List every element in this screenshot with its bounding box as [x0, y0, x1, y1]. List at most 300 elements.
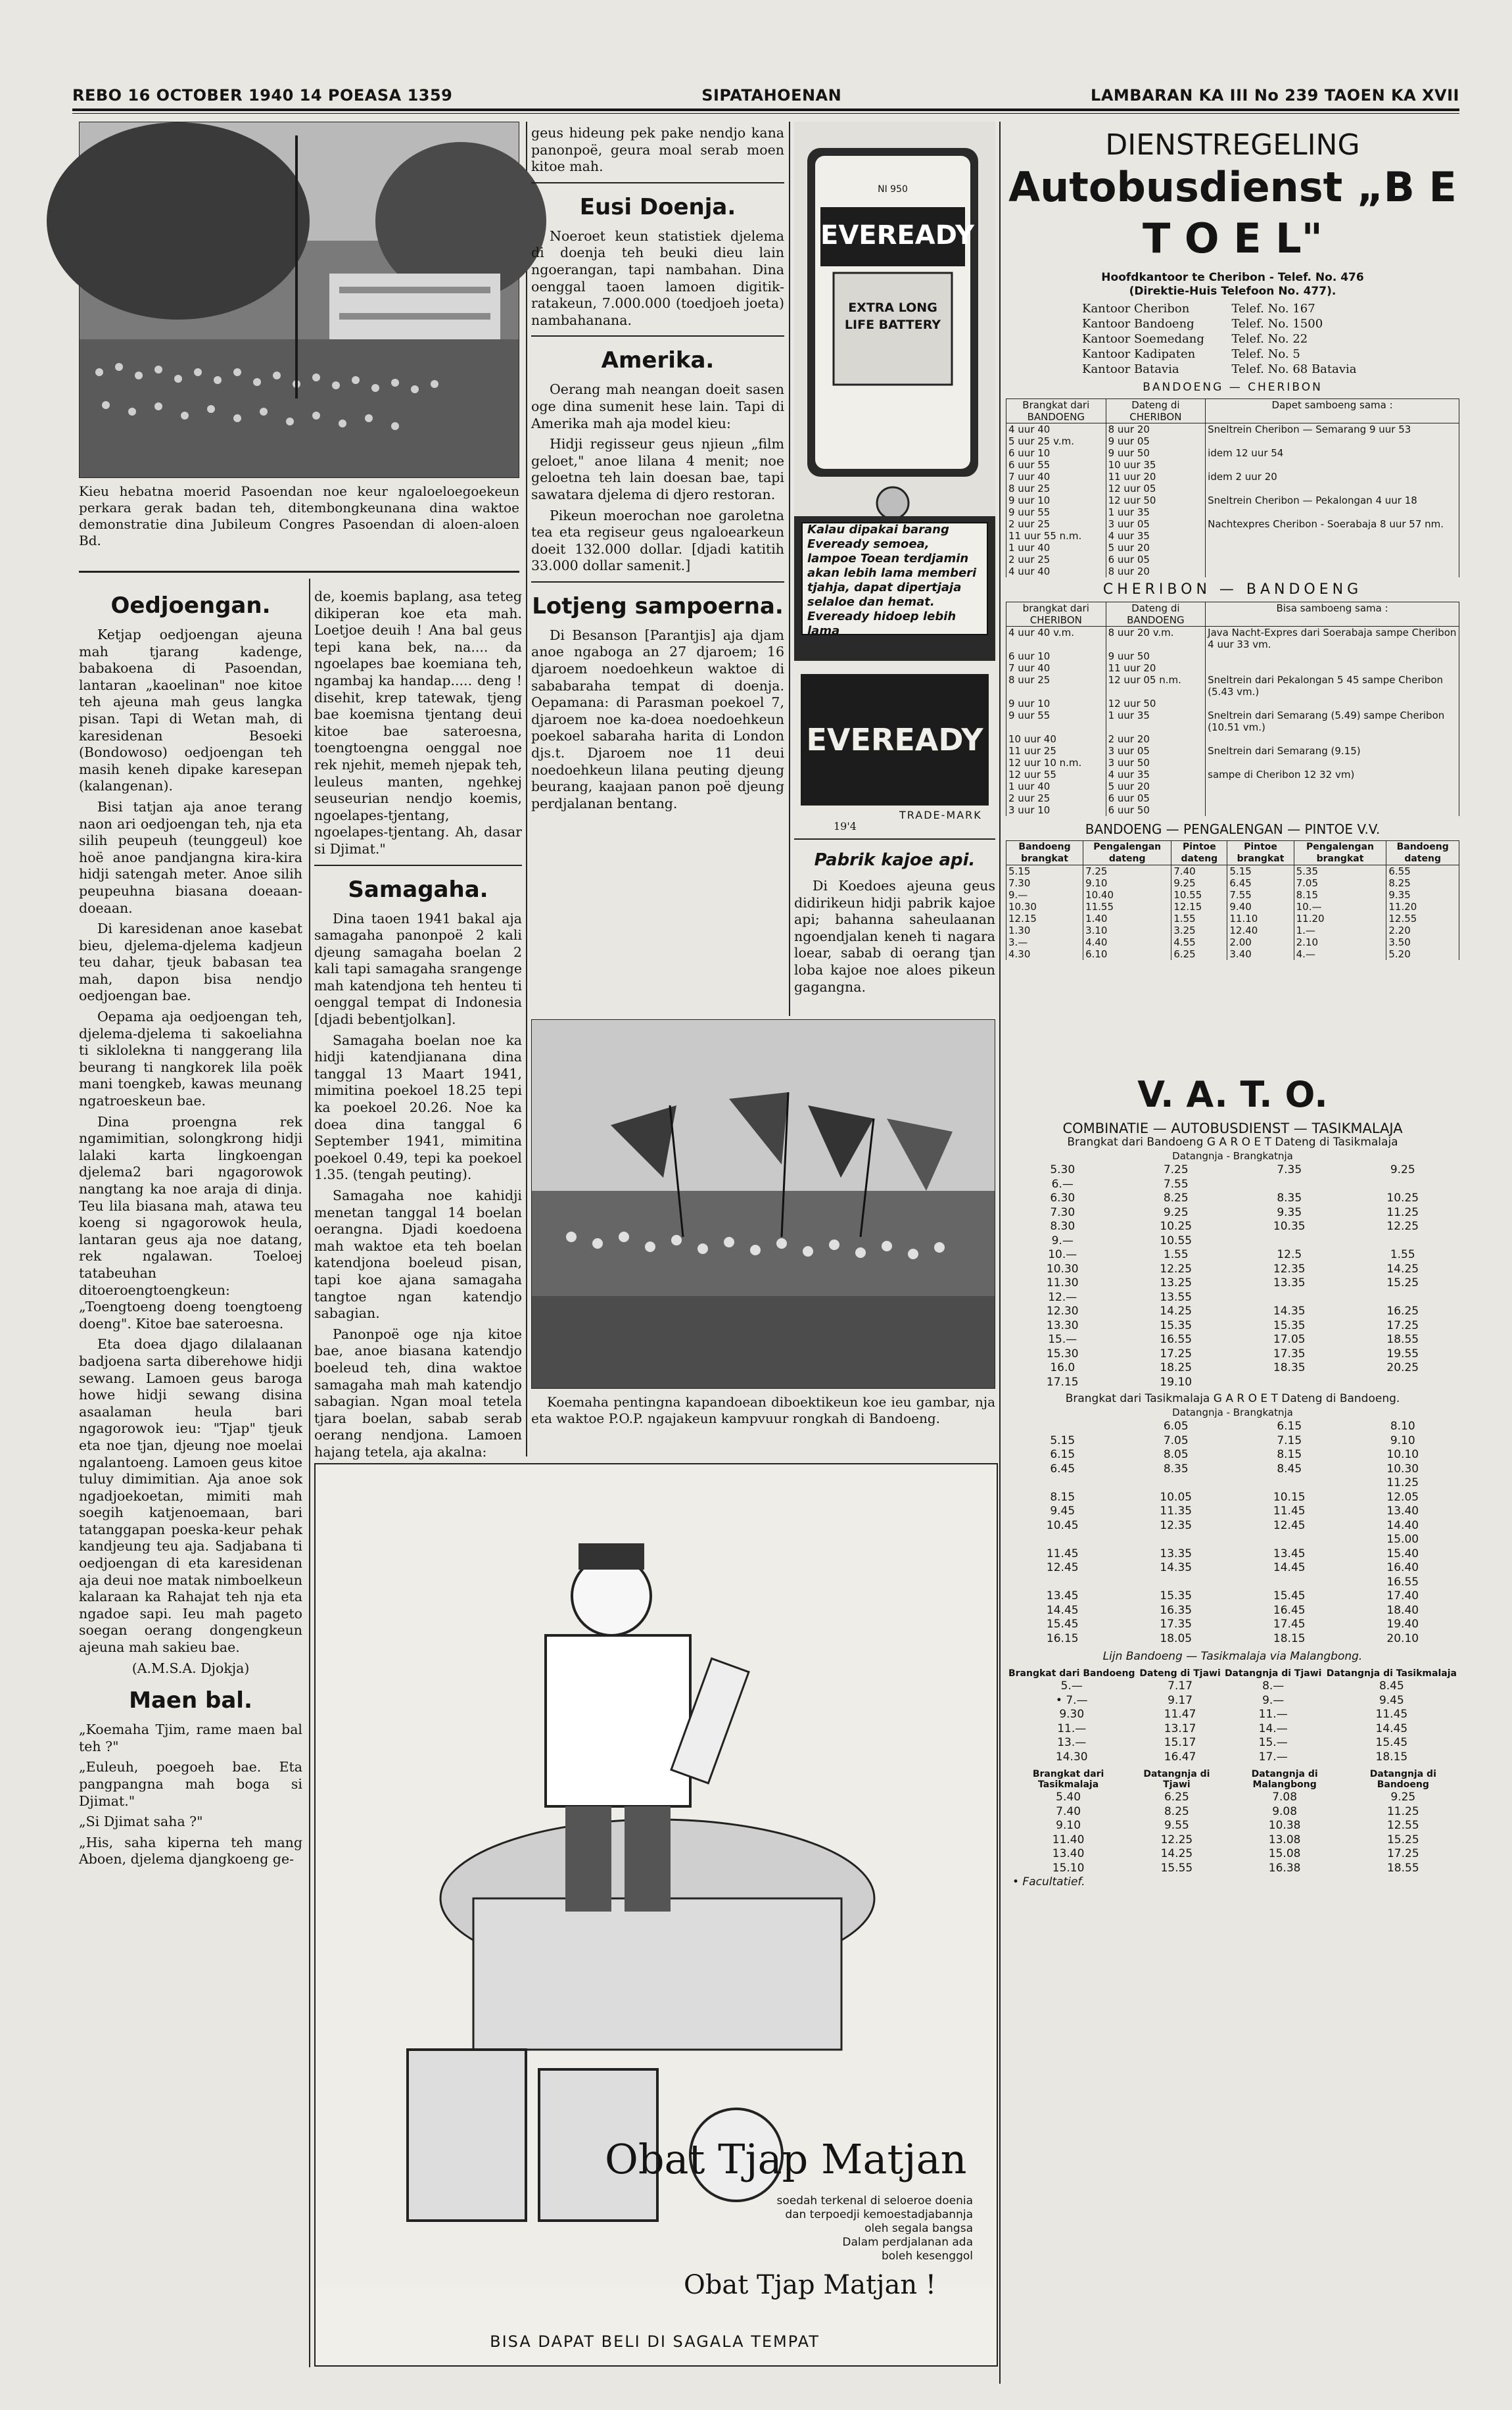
table-cell: 6 uur 10: [1006, 650, 1106, 662]
table-cell: 17.35: [1160, 1618, 1193, 1631]
table-cell: 7.05: [1163, 1434, 1189, 1447]
table-cell: [1233, 1476, 1346, 1491]
table-row: [1006, 1305, 1459, 1319]
table-cell: 12.25: [1386, 1220, 1419, 1233]
table-cell: 19.10: [1160, 1375, 1193, 1389]
table-row: [1006, 1192, 1459, 1206]
table-cell: 15.10: [1052, 1861, 1085, 1875]
table-row: [1006, 1263, 1459, 1277]
table-row: [1006, 1206, 1459, 1220]
table-cell: 18.55: [1386, 1333, 1419, 1346]
table-row: [1006, 1547, 1459, 1562]
table-cell: 10.15: [1273, 1490, 1306, 1504]
table-cell: 16.55: [1160, 1333, 1193, 1346]
table-cell: 9 uur 55: [1006, 506, 1106, 518]
table-row: [1006, 1420, 1459, 1434]
table-cell: 4 uur 40: [1006, 566, 1106, 577]
oedjoengan-heading: Oedjoengan.: [110, 592, 271, 619]
table-cell: 7.55: [1227, 889, 1294, 901]
table-cell: 4 uur 35: [1106, 769, 1206, 781]
table-row: [1006, 913, 1459, 925]
table-cell: 13.35: [1273, 1276, 1306, 1289]
table-row: [1006, 662, 1459, 674]
table-cell: 11.25: [1386, 1804, 1419, 1818]
eveready-can-top: NI 950: [878, 184, 908, 195]
office-name: Kantoor Kadipaten: [1082, 347, 1196, 361]
section-rule: [531, 581, 784, 583]
table-row: [1006, 1361, 1459, 1376]
table-row: [1006, 1505, 1459, 1519]
table-cell: 7.25: [1163, 1163, 1189, 1176]
table-cell: 12 uur 55: [1006, 769, 1106, 781]
col-header: Pengalengan brangkat: [1294, 841, 1386, 865]
table-cell: 2.10: [1294, 936, 1386, 948]
table-cell: 10.—: [1048, 1248, 1077, 1261]
lotjeng-paragraph: Di Besanson [Parantjis] aja djam anoe ngaboga an 27 djaroem; 16 djaroem noedoehkeun waktoe di sababaraha tempat di doenja. Oepamana: di Parasman poekoel 7, djaroem noe ka-doea noedoehkeun poekoel sabaraha harita di London djs.t. Djaroem noe 11 deui noedoehkeun lilana peuting djeung beurang, kaajaan panon poë djeung perdjalanan bentang.: [531, 627, 784, 811]
table-cell: 14.45: [1375, 1722, 1408, 1735]
table-cell: 14.—: [1258, 1722, 1288, 1735]
pabrik-heading: Pabrik kajoe api.: [814, 850, 976, 870]
table-cell: Sneltrein Cheribon — Pekalongan 4 uur 18: [1206, 494, 1459, 506]
table-cell: 11 uur 55 n.m.: [1006, 530, 1106, 542]
table-cell: 15.55: [1160, 1861, 1193, 1875]
table-cell: 12.35: [1160, 1518, 1193, 1532]
table-row: [1006, 1234, 1459, 1249]
table-row: [1006, 542, 1459, 554]
table-row: [1006, 804, 1459, 816]
table-cell: 11.47: [1164, 1708, 1196, 1721]
table-row: [1006, 1708, 1459, 1722]
table-row: [1006, 435, 1459, 447]
table-row: [1006, 1750, 1459, 1765]
pengalengan-table: [1006, 840, 1459, 960]
table-cell: Sneltrein dari Semarang (5.49) sampe Cheribon (10.51 vm.): [1206, 710, 1459, 733]
table-cell: 8.30: [1050, 1220, 1075, 1233]
office-phone: Telef. No. 22: [1231, 332, 1308, 346]
masthead-date: REBO 16 OCTOBER 1940 14 POEASA 1359: [72, 86, 453, 105]
matjan-slogan-line: Dalam perdjalanan ada: [842, 2236, 973, 2249]
table-row: [1006, 1178, 1459, 1192]
table-cell: 9 uur 10: [1006, 494, 1106, 506]
table-row: [1006, 1519, 1459, 1533]
table-cell: 11.30: [1046, 1276, 1079, 1289]
pabrik-kajoe-api-article: [794, 832, 995, 1016]
table-cell: Sneltrein dari Pekalongan 5 45 sampe Cheribon (5.43 vm.): [1206, 674, 1459, 698]
maen-bal-paragraph: „Koemaha Tjim, rame maen bal teh ?": [79, 1722, 302, 1754]
table-cell: 11.45: [1046, 1547, 1079, 1560]
table-cell: 6.30: [1050, 1192, 1075, 1205]
table-row: [1006, 518, 1459, 530]
amerika-heading: Amerika.: [601, 347, 715, 374]
table-cell: 3.—: [1006, 936, 1083, 948]
table-cell: 9.35: [1277, 1205, 1302, 1219]
table-cell: 4 uur 40: [1006, 423, 1106, 436]
samagaha-paragraph: Dina taoen 1941 bakal aja samagaha panonpoë 2 kali djeung samagaha boelan 2 kali tapi samagaha srangenge mah katendjona teh henteu ti oenggal tempat di Indonesia [djadi bebentjolkan].: [314, 910, 522, 1028]
matjan-slogan-line: boleh kesenggol: [881, 2250, 973, 2263]
table-cell: 2 uur 25: [1006, 554, 1106, 566]
table-cell: 3.25: [1171, 925, 1227, 936]
table-cell: 4 uur 35: [1106, 530, 1206, 542]
eveready-copy: Kalau dipakai barang Eveready semoea, lampoe Toean terdjamin akan lebih lama memberi tjahja, dapat dipertjaja selaloe dan hemat. Eveready hidoep lebih lama: [807, 523, 977, 638]
table-row: [1006, 1476, 1459, 1491]
table-cell: 6.05: [1163, 1420, 1189, 1433]
table-cell: 16.47: [1164, 1750, 1196, 1764]
table-cell: [1120, 1476, 1233, 1491]
pasoendan-photo-caption: Kieu hebatna moerid Pasoendan noe keur ngaloeloegoekeun perkara gerak badan teh, ditembongkeunana dina waktoe demonstratie dina Jubileum Congres Pasoendan di aloen-aloen Bd.: [79, 483, 519, 548]
samagaha-paragraph: Samagaha noe kahidji menetan tanggal 14 boelan oerangna. Djadi koedoena mah waktoe eta teh boelan katendjona boeleud pisan, tapi koe ajana samagaha tangtoe ngan katendjo sabagian.: [314, 1188, 522, 1322]
table-cell: 17.25: [1160, 1347, 1193, 1361]
direktie-line: (Direktie-Huis Telefoon No. 477).: [1129, 285, 1336, 298]
table-cell: 19.40: [1386, 1618, 1419, 1631]
office-name: Kantoor Bandoeng: [1082, 317, 1194, 331]
table-row: [1006, 1694, 1459, 1708]
table-cell: 11.10: [1227, 913, 1294, 925]
table-cell: 8.15: [1294, 889, 1386, 901]
column-divider: [999, 122, 1001, 2384]
table-cell: 3.40: [1227, 948, 1294, 960]
table-cell: 9 uur 50: [1106, 650, 1206, 662]
matjan-slogan-line: oleh segala bangsa: [864, 2222, 973, 2235]
table-cell: 11.35: [1160, 1505, 1193, 1518]
column-divider: [526, 122, 527, 1457]
table-cell: 15.35: [1273, 1318, 1306, 1332]
table-cell: [1206, 483, 1459, 494]
table-row: [1006, 901, 1459, 913]
table-cell: 11 uur 25: [1006, 745, 1106, 757]
table-cell: 10.25: [1160, 1220, 1193, 1233]
amerika-paragraph: Hidji regisseur geus njieun „film geloet," anoe lilana 4 menit; noe geloetna teh lain doesan bae, tapi sawatara djelema di djero restoran.: [531, 436, 784, 502]
table-cell: 3 uur 50: [1106, 757, 1206, 769]
table-cell: [1346, 1178, 1460, 1192]
table-row: [1006, 1220, 1459, 1234]
table-row: [1006, 1576, 1459, 1590]
table-cell: 14.45: [1046, 1603, 1079, 1617]
table-cell: 11.40: [1052, 1833, 1085, 1846]
table-cell: 6.10: [1083, 948, 1171, 960]
vato-table-4: [1006, 1768, 1459, 1875]
table-row: [1006, 1736, 1459, 1750]
table-cell: 6 uur 55: [1006, 459, 1106, 471]
table-cell: 18.15: [1375, 1750, 1408, 1764]
table-cell: 15.45: [1273, 1589, 1306, 1603]
table-cell: 7.15: [1277, 1434, 1302, 1447]
table-cell: 8.35: [1163, 1462, 1189, 1476]
table-cell: 15.30: [1046, 1347, 1079, 1361]
table-cell: 12.—: [1048, 1290, 1077, 1304]
table-cell: 8.25: [1386, 877, 1459, 889]
table-cell: 16.0: [1050, 1361, 1075, 1374]
route-pengalengan: BANDOENG — PENGALENGAN — PINTOE V.V.: [1085, 821, 1381, 837]
table-cell: 10.25: [1386, 1192, 1419, 1205]
table-cell: 11.25: [1386, 1205, 1419, 1219]
table-cell: 9.45: [1050, 1505, 1075, 1518]
eveready-code: 19'4: [834, 820, 857, 832]
betoel-timetable: [1006, 122, 1459, 1055]
vato-title: V. A. T. O.: [1137, 1074, 1328, 1115]
col-header: Brangkat dari BANDOENG: [1006, 399, 1106, 423]
facultatief-note: • Facultatief.: [1012, 1875, 1085, 1889]
section-rule: [531, 335, 784, 337]
table-cell: [1206, 757, 1459, 769]
table-cell: 9.10: [1390, 1434, 1415, 1447]
table-cell: 7.40: [1171, 865, 1227, 878]
table-row: [1006, 948, 1459, 960]
table-row: [1006, 936, 1459, 948]
table-cell: [1206, 781, 1459, 792]
kampvuur-photo: [531, 1019, 995, 1389]
table-cell: 12.55: [1386, 1819, 1419, 1832]
table-cell: 7.25: [1083, 865, 1171, 878]
office-phone: Telef. No. 167: [1231, 302, 1315, 316]
table-cell: 10.30: [1386, 1462, 1419, 1476]
table-row: [1006, 1618, 1459, 1632]
table-cell: 9.40: [1227, 901, 1294, 913]
table-cell: 10.55: [1171, 889, 1227, 901]
table-cell: 9.—: [1262, 1693, 1285, 1707]
table-cell: 1 uur 40: [1006, 542, 1106, 554]
table-cell: 8 uur 20: [1106, 566, 1206, 577]
table-row: [1006, 1333, 1459, 1347]
samagaha-heading: Samagaha.: [348, 876, 488, 903]
route-bandoeng-cheribon: BANDOENG — CHERIBON: [1143, 381, 1323, 394]
col-header: Datangnja di Tjawi: [1224, 1668, 1322, 1679]
table-cell: 13.40: [1386, 1505, 1419, 1518]
table-cell: 2.00: [1227, 936, 1294, 948]
masthead-paper-name: SIPATAHOENAN: [701, 86, 842, 105]
table-cell: 14.25: [1160, 1847, 1193, 1860]
oedjoengan-paragraph: Di karesidenan anoe kasebat bieu, djelema-djelema kadjeun teu dahar, tjeuk babasan tea mah, dapon bisa nendjo oedjoengan bae.: [79, 921, 302, 1004]
table-cell: 6.15: [1277, 1420, 1302, 1433]
table-cell: 13.40: [1052, 1847, 1085, 1860]
table-cell: 9.17: [1168, 1693, 1193, 1707]
table-cell: 12 uur 05 n.m.: [1106, 674, 1206, 698]
col-header: Brangkat dari Bandoeng: [1008, 1668, 1135, 1679]
table-cell: 16.35: [1160, 1603, 1193, 1617]
table-cell: sampe di Cheribon 12 32 vm): [1206, 769, 1459, 781]
table-cell: 7.05: [1294, 877, 1386, 889]
table-cell: 14.25: [1160, 1305, 1193, 1318]
table-row: [1006, 1679, 1459, 1694]
table-cell: [1206, 435, 1459, 447]
table-cell: 12.25: [1160, 1833, 1193, 1846]
vato-table-3: [1006, 1668, 1459, 1764]
maen-bal-continued: de, koemis baplang, asa teteg dikiperan koe eta mah. Loetjoe deuih ! Ana bal geus tepi kana bek, na.... da ngoelapes bae koemiana teh, ngambaj ka handap..... deng ! disehit, krep tatewak, tjeng bae koemisna tjentang deui kitoe bae sateroesna, toengtoengna oenggal noe rek njehit, memeh njepak teh, leuleus manten, ngehkej seuseurian nendjo koemis, ngoelapes-tjentang, ngoelapes-tjentang. Ah, dasar si Djimat.": [314, 589, 522, 857]
table-cell: 5.15: [1227, 865, 1294, 878]
table-cell: 14.30: [1055, 1750, 1088, 1764]
table-cell: idem 12 uur 54: [1206, 447, 1459, 459]
table-cell: [1006, 1576, 1120, 1590]
lotjeng-heading: Lotjeng sampoerna.: [532, 592, 784, 619]
col-header: Datangnja di Tasikmalaja: [1326, 1668, 1457, 1679]
table-cell: [1120, 1533, 1233, 1547]
table-cell: 17.35: [1273, 1347, 1306, 1361]
obat-tjap-matjan-ad: [314, 1463, 998, 2367]
table-cell: 9.25: [1390, 1163, 1415, 1176]
table-cell: 15.40: [1386, 1547, 1419, 1560]
col-header: Dapet samboeng sama :: [1206, 399, 1459, 423]
table-cell: 12.45: [1046, 1561, 1079, 1574]
eveready-brand-banner: EVEREADY: [801, 674, 989, 806]
table-cell: 12.15: [1006, 913, 1083, 925]
table-row: [1006, 792, 1459, 804]
eusi-doenja-paragraph: Noeroet keun statistiek djelema di doenja teh beuki dieu lain ngoerangan, tapi nambahan. Dina oenggal taoen lamoen digitik-ratakeun, 7.000.000 (toedjoeh joeta) nambahanana.: [531, 228, 784, 328]
table-cell: 1.55: [1163, 1248, 1189, 1261]
table-cell: 16.25: [1386, 1305, 1419, 1318]
table-cell: 10 uur 40: [1006, 733, 1106, 745]
table-cell: 9 uur 05: [1106, 435, 1206, 447]
table-cell: 12.15: [1171, 901, 1227, 913]
table-cell: [1233, 1576, 1346, 1590]
table-cell: 9.10: [1083, 877, 1171, 889]
table-cell: 3.10: [1083, 925, 1171, 936]
table-cell: 2 uur 20: [1106, 733, 1206, 745]
table-cell: 10.55: [1160, 1234, 1193, 1247]
table-cell: 1.30: [1006, 925, 1083, 936]
col-header: Datangnja di Tjawi: [1143, 1769, 1210, 1790]
table-cell: 10.05: [1160, 1490, 1193, 1504]
table-cell: • 7.—: [1055, 1693, 1088, 1707]
table-cell: 2 uur 25: [1006, 792, 1106, 804]
column-divider: [789, 122, 790, 1016]
table-cell: 2 uur 25: [1006, 518, 1106, 530]
table-row: [1006, 781, 1459, 792]
table-cell: 7.35: [1277, 1163, 1302, 1176]
table-cell: 7.17: [1168, 1679, 1193, 1693]
table-cell: 11.55: [1083, 901, 1171, 913]
table-cell: 11 uur 20: [1106, 471, 1206, 483]
table-cell: 7 uur 40: [1006, 471, 1106, 483]
table-row: [1006, 1847, 1459, 1862]
col-header: Datangnja di Malangbong: [1251, 1769, 1318, 1790]
table-row: [1006, 889, 1459, 901]
table-cell: 18.40: [1386, 1603, 1419, 1617]
table-cell: 15.00: [1386, 1533, 1419, 1546]
table-cell: 1 uur 35: [1106, 710, 1206, 733]
section-rule: [531, 182, 784, 183]
table-cell: 8.25: [1163, 1192, 1189, 1205]
table-cell: 7.55: [1163, 1177, 1189, 1191]
table-cell: 10.30: [1006, 901, 1083, 913]
table-row: [1006, 506, 1459, 518]
table-cell: 5 uur 25 v.m.: [1006, 435, 1106, 447]
table-row: [1006, 1291, 1459, 1305]
table-cell: 12.40: [1227, 925, 1294, 936]
table-row: [1006, 1319, 1459, 1334]
table-cell: [1206, 804, 1459, 816]
kampvuur-photo-block: [531, 1019, 995, 1460]
table-cell: [1206, 733, 1459, 745]
table-row: [1006, 459, 1459, 471]
table-cell: idem 2 uur 20: [1206, 471, 1459, 483]
table-cell: 18.05: [1160, 1631, 1193, 1645]
table-cell: 6.25: [1171, 948, 1227, 960]
table-cell: 5.20: [1386, 948, 1459, 960]
masthead-rule-thin: [72, 113, 1459, 114]
vato-subheading-1b: Datangnja - Brangkatnja: [1172, 1150, 1293, 1162]
table-cell: 6.25: [1164, 1791, 1189, 1804]
table-cell: 11.45: [1375, 1708, 1408, 1721]
table-cell: 12 uur 50: [1106, 698, 1206, 710]
table-row: [1006, 554, 1459, 566]
oedjoengan-paragraph: Ketjap oedjoengan ajeuna mah tjarang kadenge, babakoena di Pasoendan, lantaran „kaoelinan" noe kitoe teh ajeuna mah geus langka pisan. Tapi di Wetan mah, di karesidenan Besoeki (Bondowoso) oedjoengan teh masih keneh dipake karesepan (kalangenan).: [79, 627, 302, 794]
table-cell: 11.25: [1386, 1476, 1419, 1489]
table-cell: 12 uur 10 n.m.: [1006, 757, 1106, 769]
table-cell: 12.35: [1273, 1262, 1306, 1276]
table-cell: 9.55: [1164, 1819, 1189, 1832]
table-cell: 8.10: [1390, 1420, 1415, 1433]
table-row: [1006, 745, 1459, 757]
office-row: [1081, 347, 1384, 362]
table-cell: 3 uur 05: [1106, 518, 1206, 530]
table-cell: 10.10: [1386, 1448, 1419, 1461]
table-row: [1006, 1347, 1459, 1362]
matjan-slogan: [710, 2194, 973, 2263]
table-cell: 18.25: [1160, 1361, 1193, 1374]
table-cell: 1.55: [1390, 1248, 1415, 1261]
table-row: [1006, 1805, 1459, 1820]
table-row: [1006, 698, 1459, 710]
table-cell: 8 uur 25: [1006, 483, 1106, 494]
table-cell: [1233, 1291, 1346, 1305]
table-cell: [1206, 554, 1459, 566]
table-row: [1006, 674, 1459, 698]
offices-table: [1081, 301, 1384, 377]
table-cell: 16.15: [1046, 1631, 1079, 1645]
table-cell: 15.25: [1386, 1833, 1419, 1846]
eveready-ad: [794, 122, 995, 832]
table-cell: 11 uur 20: [1106, 662, 1206, 674]
table-row: [1006, 1632, 1459, 1647]
table-cell: 6.55: [1386, 865, 1459, 878]
table-row: [1006, 1533, 1459, 1547]
table-cell: 9.10: [1056, 1819, 1081, 1832]
table-row: [1006, 733, 1459, 745]
table-cell: 8 uur 20 v.m.: [1106, 627, 1206, 651]
table-cell: 7.30: [1006, 877, 1083, 889]
col-header: Datangnja di Bandoeng: [1369, 1769, 1436, 1790]
table-cell: 4.55: [1171, 936, 1227, 948]
table-cell: Java Nacht-Expres dari Soerabaja sampe Cheribon 4 uur 33 vm.: [1206, 627, 1459, 651]
table-cell: 17.15: [1046, 1375, 1079, 1389]
table-row: [1006, 1448, 1459, 1462]
table-cell: 5.15: [1006, 865, 1083, 878]
table-cell: 3.50: [1386, 936, 1459, 948]
table-cell: 17.45: [1273, 1618, 1306, 1631]
table-cell: 7.40: [1056, 1804, 1081, 1818]
eusi-doenja-heading: Eusi Doenja.: [579, 193, 736, 220]
table-cell: 4.30: [1006, 948, 1083, 960]
table-cell: 9.25: [1390, 1791, 1416, 1804]
table-row: [1006, 1434, 1459, 1449]
table-row: [1006, 483, 1459, 494]
table-cell: 12.05: [1386, 1490, 1419, 1504]
vato-subheading-2b: Datangnja - Brangkatnja: [1172, 1407, 1293, 1418]
table-cell: 9.25: [1163, 1205, 1189, 1219]
table-row: [1006, 1561, 1459, 1576]
col-header: brangkat dari CHERIBON: [1006, 602, 1106, 627]
table-cell: [1206, 530, 1459, 542]
table-cell: 6 uur 50: [1106, 804, 1206, 816]
table-cell: 17.25: [1386, 1847, 1419, 1860]
table-cell: 6.45: [1227, 877, 1294, 889]
table-cell: 13.45: [1273, 1547, 1306, 1560]
table-cell: 8.45: [1379, 1679, 1404, 1693]
masthead-issue: LAMBARAN KA III No 239 TAOEN KA XVII: [1091, 86, 1459, 105]
maen-bal-paragraph: „Euleuh, poegoeh bae. Eta pangpangna mah boga si Djimat.": [79, 1759, 302, 1809]
table-row: [1006, 1833, 1459, 1848]
table-cell: [1006, 1533, 1120, 1547]
column-1: [79, 582, 302, 2384]
